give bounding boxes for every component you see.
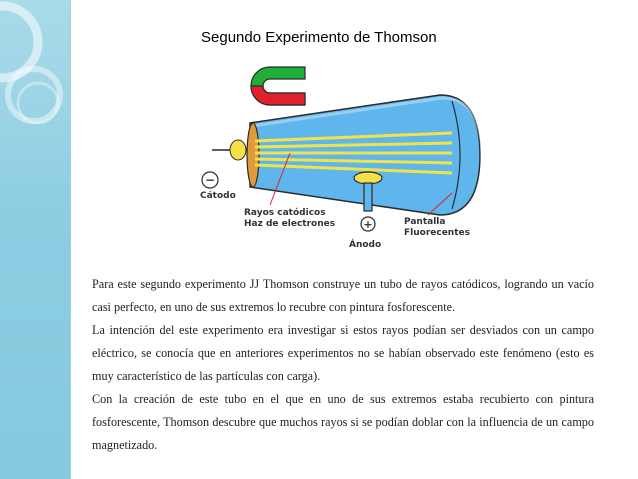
paragraph: La intención del este experimento era investigar si estos rayos podían ser desviados con un campo eléctrico, se conocía que en anteriores experimentos no se habían observado este fenómeno (esto es muy característico de las partículas con carga). [92, 323, 594, 383]
paragraph: Para este segundo experimento JJ Thomson construye un tubo de rayos catódicos, logrando un vacío casi perfecto, en uno de sus extremos lo recubre con pintura fosforescente. [92, 277, 594, 314]
cathode-label: Cátodo [200, 191, 236, 201]
rays-label-line1: Rayos catódicos [244, 208, 326, 218]
cathode-terminal [202, 172, 218, 188]
cathode-ray-tube-diagram [190, 55, 490, 255]
slide-title: Segundo Experimento de Thomson [201, 29, 437, 46]
sidebar-divider [70, 0, 71, 479]
tube-icon [212, 95, 482, 218]
rays-label-line2: Haz de electrones [244, 219, 336, 229]
decorative-circles [0, 0, 70, 479]
paragraph: Con la creación de este tubo en el que en uno de sus extremos estaba recubierto con pintura fosforescente, Thomson descubre que muchos rayos si se podían doblar con la influencia de un campo magnetizado. [92, 392, 594, 452]
magnet-icon [251, 67, 305, 105]
anode-sign: + [363, 218, 373, 231]
anode-label: Ánodo [349, 240, 382, 250]
cathode-sign: − [204, 173, 216, 187]
screen-label-line2: Fluorecentes [404, 228, 470, 238]
screen-label-line1: Pantalla [404, 217, 446, 227]
sidebar-decoration [0, 0, 70, 479]
body-text [92, 273, 594, 457]
